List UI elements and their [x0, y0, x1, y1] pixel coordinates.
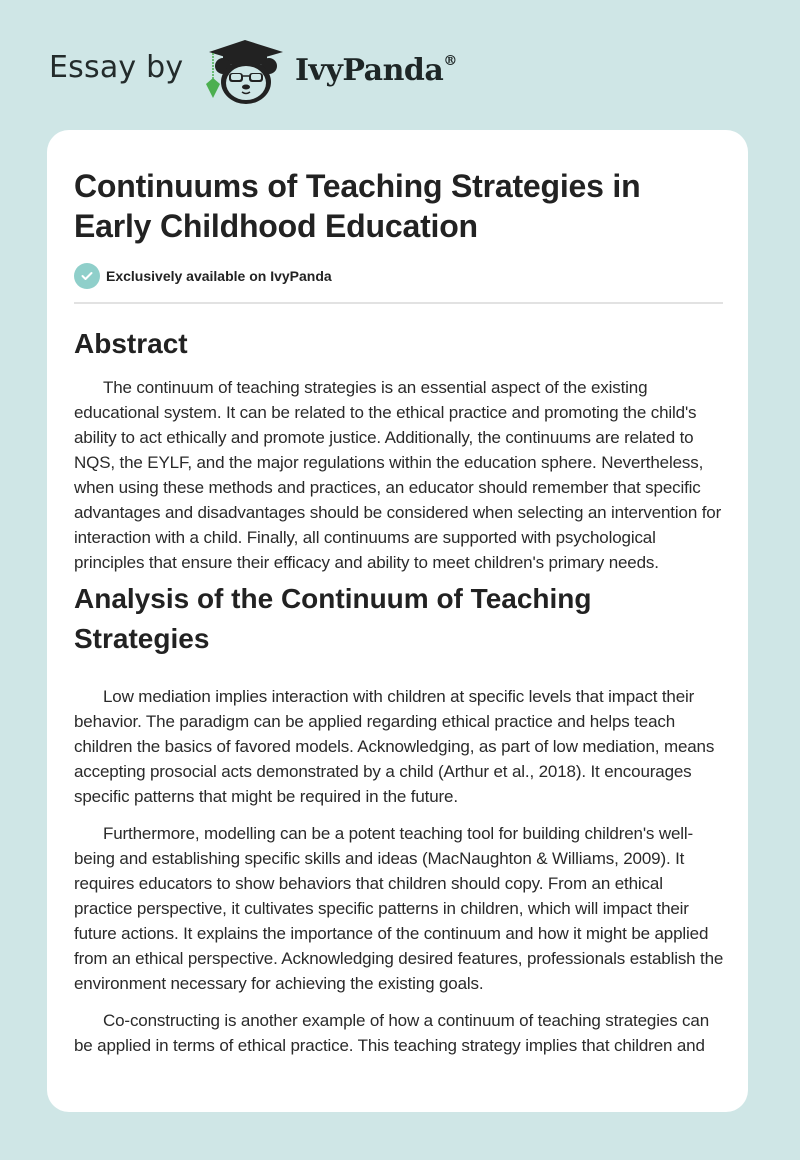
analysis-paragraph-1: Low mediation implies interaction with children at specific levels that impact their behavior. The paradigm can be applied regarding ethical practice and helps teach children the basics of favored models. Acknowledging, as part of low mediation, means accepting prosocial acts demonstrated by a child (Arthur et al., 2018). It encourages specific patterns that might be required in the future.: [74, 687, 715, 806]
essay-title: Continuums of Teaching Strategies in Early Childhood Education: [74, 168, 641, 244]
exclusive-badge-text: Exclusively available on IvyPanda: [106, 268, 332, 284]
essay-content: [74, 166, 724, 1058]
divider: [74, 302, 723, 304]
section-heading-abstract: Abstract: [74, 328, 188, 359]
site-header: [0, 0, 800, 130]
analysis-paragraph-2: Furthermore, modelling can be a potent teaching tool for building children's well-being and establishing specific skills and ideas (MacNaughton & Williams, 2009). It requires educators to show behaviors that children should copy. From an ethical practice perspective, it cultivates specific patterns in children, which will impact their future actions. It explains the importance of the continuum and how it might be applied from an ethical perspective. Acknowledging desired features, professionals establish the environment necessary for achieving the existing goals.: [74, 824, 724, 993]
brand-name: IvyPanda: [295, 53, 444, 88]
exclusive-badge: [74, 263, 724, 289]
panda-graduation-cap-icon[interactable]: [201, 36, 291, 108]
analysis-paragraph-3: Co-constructing is another example of how a continuum of teaching strategies can be applied in terms of ethical practice. This teaching strategy implies that children and: [74, 1011, 710, 1055]
registered-mark: ®: [443, 53, 457, 69]
section-heading-analysis: Analysis of the Continuum of Teaching Strategies: [74, 583, 592, 654]
abstract-paragraph: The continuum of teaching strategies is an essential aspect of the existing educational system. It can be related to the ethical practice and promoting the child's ability to act ethically and promote justice. Additionally, the continuums are related to NQS, the EYLF, and the major regulations within the education sphere. Nevertheless, when using these methods and practices, an educator should remember that specific advantages and disadvantages should be considered when selecting an intervention for interaction with a child. Finally, all continuums are supported with psychological principles that ensure their efficacy and ability to meet children's primary needs.: [74, 378, 722, 572]
check-icon: [74, 263, 100, 289]
brand-logo-text[interactable]: [295, 53, 457, 88]
essay-card: [47, 130, 748, 1112]
essay-by-label: Essay by: [49, 50, 184, 85]
